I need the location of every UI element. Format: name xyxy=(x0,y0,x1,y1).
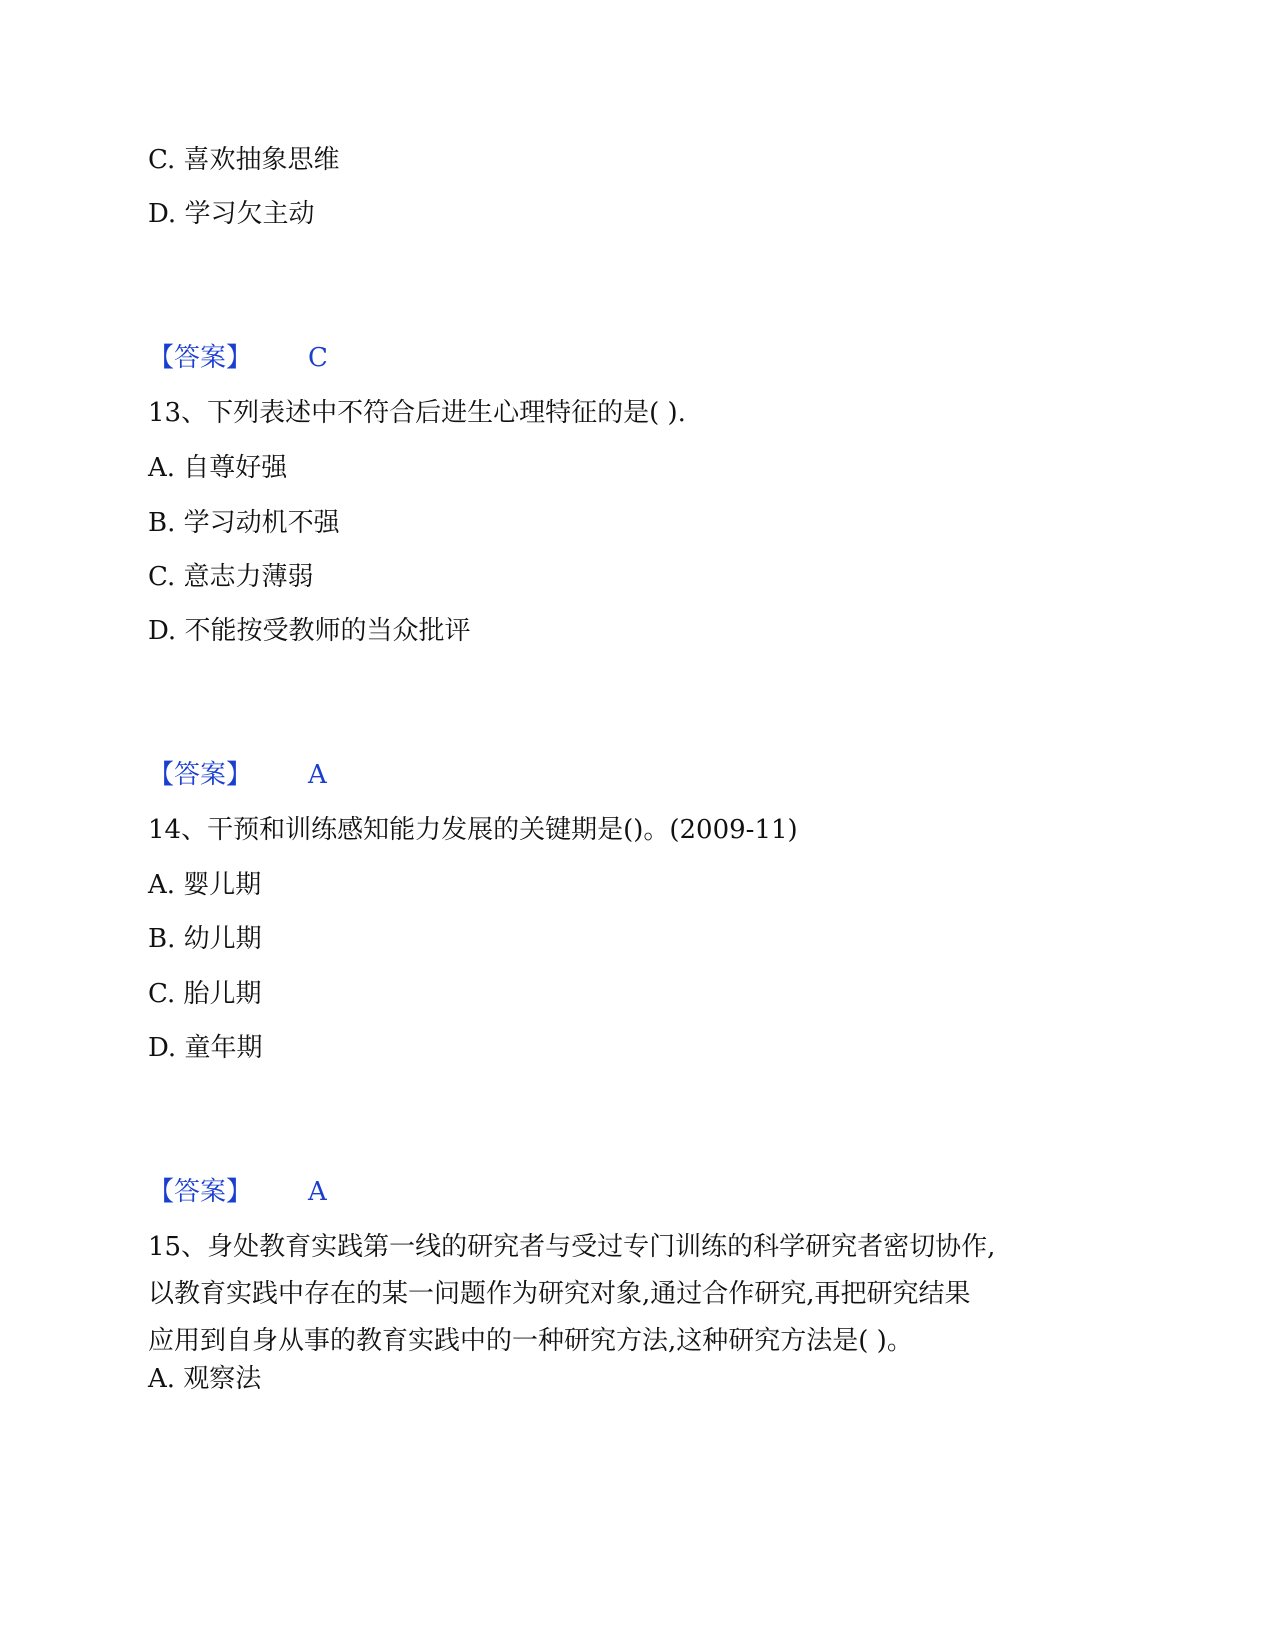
question-13-option-b: B. 学习动机不强 xyxy=(148,508,340,538)
answer-value: A xyxy=(308,760,327,790)
answer-label: 【答案】 xyxy=(148,343,253,373)
question-13-option-a: A. 自尊好强 xyxy=(148,453,288,483)
question-14-stem: 14、干预和训练感知能力发展的关键期是()。(2009-11) xyxy=(148,815,798,845)
question-15-option-a: A. 观察法 xyxy=(148,1364,262,1394)
question-15-stem-line: 应用到自身从事的教育实践中的一种研究方法,这种研究方法是( )。 xyxy=(148,1326,913,1356)
option-d: D. 学习欠主动 xyxy=(148,199,315,229)
answer-row xyxy=(148,1175,327,1209)
question-13-option-d: D. 不能按受教师的当众批评 xyxy=(148,616,471,646)
question-13-stem: 13、下列表述中不符合后进生心理特征的是( ). xyxy=(148,398,686,428)
question-15-stem-line: 15、身处教育实践第一线的研究者与受过专门训练的科学研究者密切协作, xyxy=(148,1232,996,1262)
answer-value: C xyxy=(308,343,328,373)
option-c: C. 喜欢抽象思维 xyxy=(148,145,340,175)
question-15-stem xyxy=(148,1224,995,1365)
question-13-option-c: C. 意志力薄弱 xyxy=(148,562,314,592)
answer-label: 【答案】 xyxy=(148,760,253,790)
answer-label: 【答案】 xyxy=(148,1177,253,1207)
question-15-stem-line: 以教育实践中存在的某一问题作为研究对象,通过合作研究,再把研究结果 xyxy=(148,1279,971,1309)
question-14-option-a: A. 婴儿期 xyxy=(148,870,262,900)
answer-row xyxy=(148,341,328,375)
answer-value: A xyxy=(308,1177,327,1207)
answer-row xyxy=(148,758,327,792)
question-14-option-b: B. 幼儿期 xyxy=(148,924,262,954)
question-14-option-d: D. 童年期 xyxy=(148,1033,263,1063)
question-14-option-c: C. 胎儿期 xyxy=(148,979,262,1009)
